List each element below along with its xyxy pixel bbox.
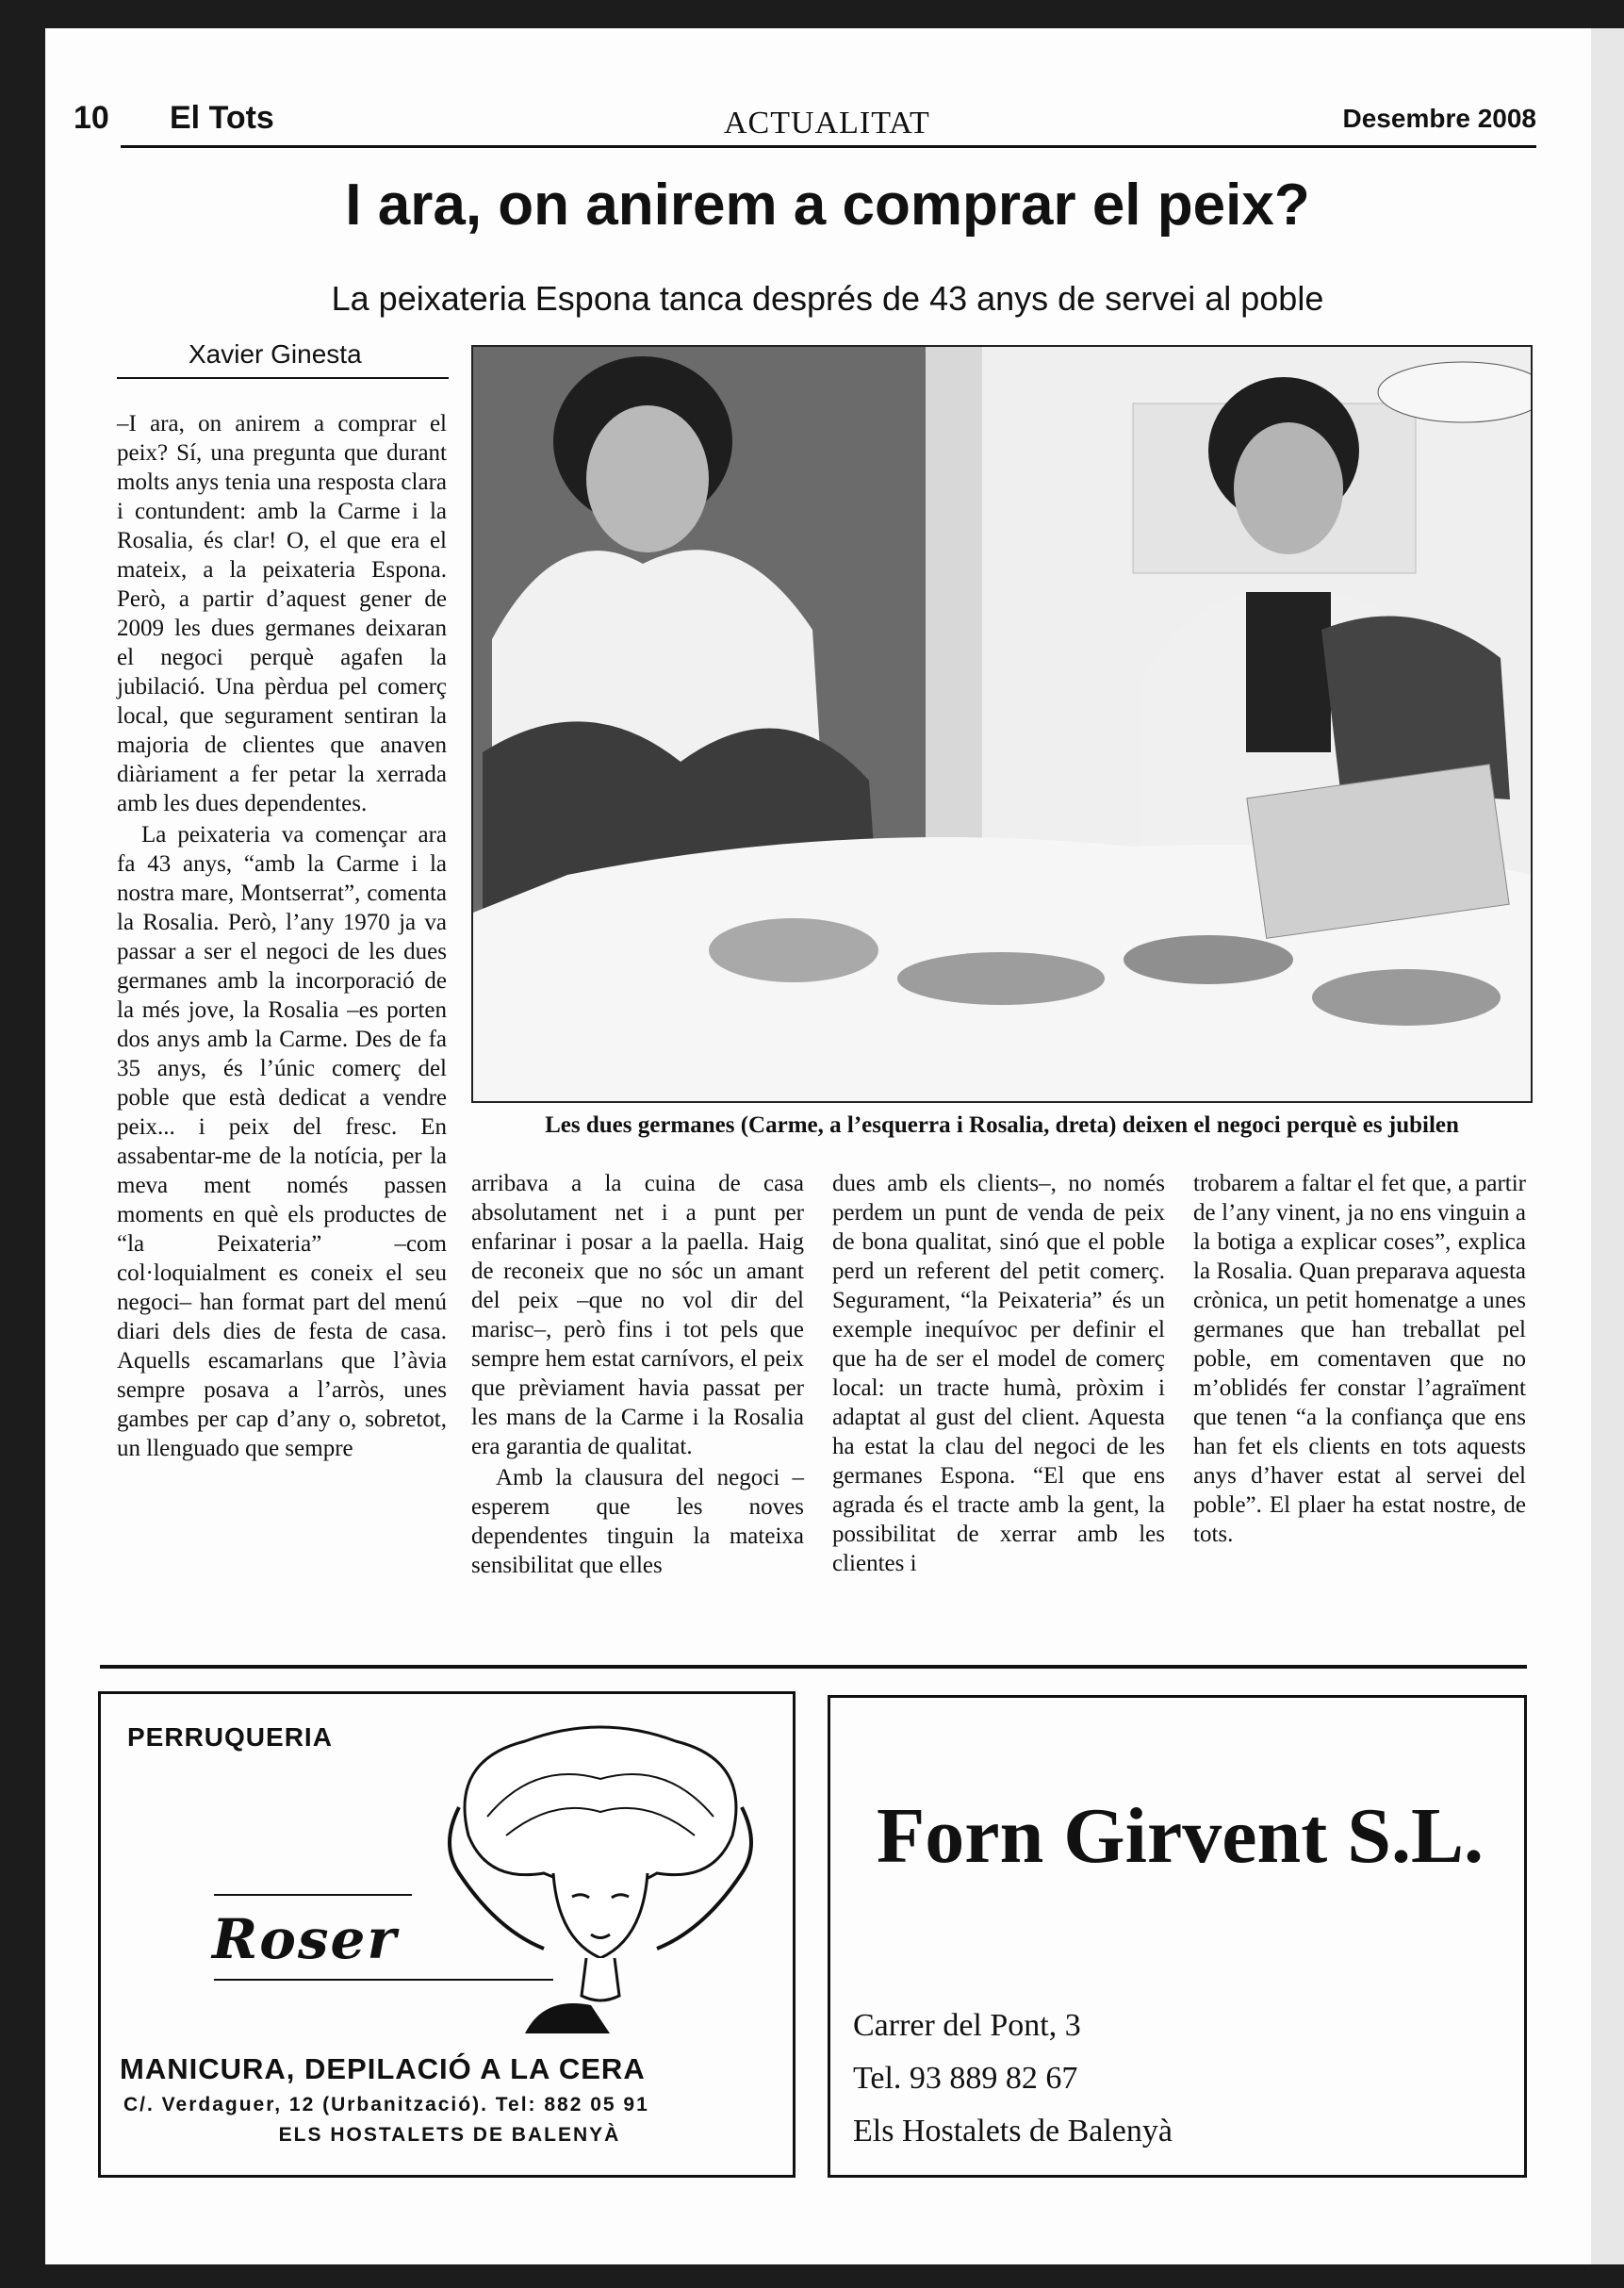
bakery-advertisement (828, 1695, 1527, 2178)
paragraph: –I ara, on anirem a comprar el peix? Sí, una pregunta que durant molts anys tenia una resposta clara i contundent: amb la Carme i la Rosalia, és clar! O, el que era el mateix, a la peixateria Espona. Però, a partir d’aquest gener de 2009 les dues germanes deixaran el negoci perquè agafen la jubilació. Una pèrdua pel comerç local, que segurament sentiran la majoria de clientes que anaven diàriament a fer petar la xerrada amb les dues dependentes. (117, 411, 447, 816)
page-number: 10 (74, 100, 109, 136)
page-header (74, 72, 1536, 147)
salon-services: MANICURA, DEPILACIÓ A LA CERA (120, 2052, 646, 2085)
salon-town: ELS HOSTALETS DE BALENYÀ (278, 2124, 621, 2146)
article-subheadline: La peixateria Espona tanca després de 43 anys de servei al poble (331, 279, 1324, 318)
bakery-town: Els Hostalets de Balenyà (853, 2114, 1173, 2148)
photo-caption: Les dues germanes (Carme, a l’esquerra i Rosalia, dreta) deixen el negoci perquè es jubilen (545, 1112, 1459, 1138)
article-byline: Xavier Ginesta (189, 339, 362, 369)
woman-illustration (440, 1722, 761, 2033)
bakery-contact (853, 2000, 1173, 2158)
publication-name: El Tots (170, 100, 274, 136)
salon-type: PERRUQUERIA (127, 1722, 333, 1752)
section-name: ACTUALITAT (724, 106, 930, 140)
paragraph: arribava a la cuina de casa absolutament net i a punt per enfarinar i posar a la paella. Haig de reconeix que no sóc un amant del peix –que no vol dir del marisc–, però fins i tot pels que sempre hem estat carnívors, el peix que prèviament havia passat per les mans de la Carme i la Rosalia era garantia de qualitat. (471, 1171, 804, 1459)
brand-rule-top (214, 1894, 412, 1896)
paragraph: La peixateria va començar ara fa 43 anys, “amb la Carme i la nostra mare, Montserrat”, comenta la Rosalia. Però, l’any 1970 ja va passar a ser el negoci de les dues germanes amb la incorporació de la més jove, la Rosalia –es porten dos anys amb la Carme. Des de fa 35 anys, és l’únic comerç del poble que està dedicat a vendre peix... i peix del fresc. En assabentar-me de la notícia, per la meva ment només passen moments en què els productes de “la Peixateria” –com col·loquialment es coneix el seu negoci– han format part del menú diari dels dies de festa de casa. Aquells escamarlans que l’àvia sempre posava a l’arròs, unes gambes per cap d’any o, sobretot, un llenguado que sempre (117, 822, 447, 1461)
article-photo (471, 345, 1533, 1103)
issue-date: Desembre 2008 (1342, 104, 1536, 133)
bakery-street: Carrer del Pont, 3 (853, 2008, 1081, 2043)
bakery-name: Forn Girvent S.L. (877, 1792, 1484, 1880)
next-page-edge (1591, 28, 1624, 2264)
article-column-4 (1193, 1169, 1526, 1549)
salon-advertisement (98, 1691, 796, 2178)
salon-brand: Roser (212, 1907, 398, 1971)
byline-rule (117, 377, 449, 379)
article-column-3 (832, 1169, 1165, 1578)
article-headline: I ara, on anirem a comprar el peix? (345, 173, 1310, 238)
article-column-2 (471, 1169, 804, 1580)
bakery-phone: Tel. 93 889 82 67 (853, 2061, 1078, 2096)
paragraph: trobarem a faltar el fet que, a partir de l’any vinent, ja no ens vinguin a la botiga a explicar coses”, explica la Rosalia. Quan preparava aquesta crònica, un petit homenatge a unes germanes que han treballat pel poble, em comentaven que no m’oblidés fer constar l’agraïment que tenen “a la confiança que ens han fet els clients en tots aquests anys d’haver estat al servei del poble”. El plaer ha estat nostre, de tots. (1193, 1171, 1526, 1547)
header-rule (121, 145, 1536, 148)
ads-divider (100, 1665, 1527, 1669)
salon-address: C/. Verdaguer, 12 (Urbanització). Tel: 882 05 91 (123, 2094, 649, 2115)
article-column-1 (117, 409, 447, 1463)
paragraph: dues amb els clients–, no només perdem un punt de venda de peix de bona qualitat, sinó que el poble perd un referent del petit comerç. Segurament, “la Peixateria” és un exemple inequívoc per definir el que ha de ser el model de comerç local: un tracte humà, pròxim i adaptat al gust del client. Aquesta ha estat la clau del negoci de les germanes Espona. “El que ens agrada és el tracte amb la gent, la possibilitat de xerrar amb les clientes i (832, 1171, 1165, 1576)
paragraph: Amb la clausura del negoci –esperem que les noves dependentes tinguin la mateixa sensibilitat que elles (471, 1465, 804, 1578)
